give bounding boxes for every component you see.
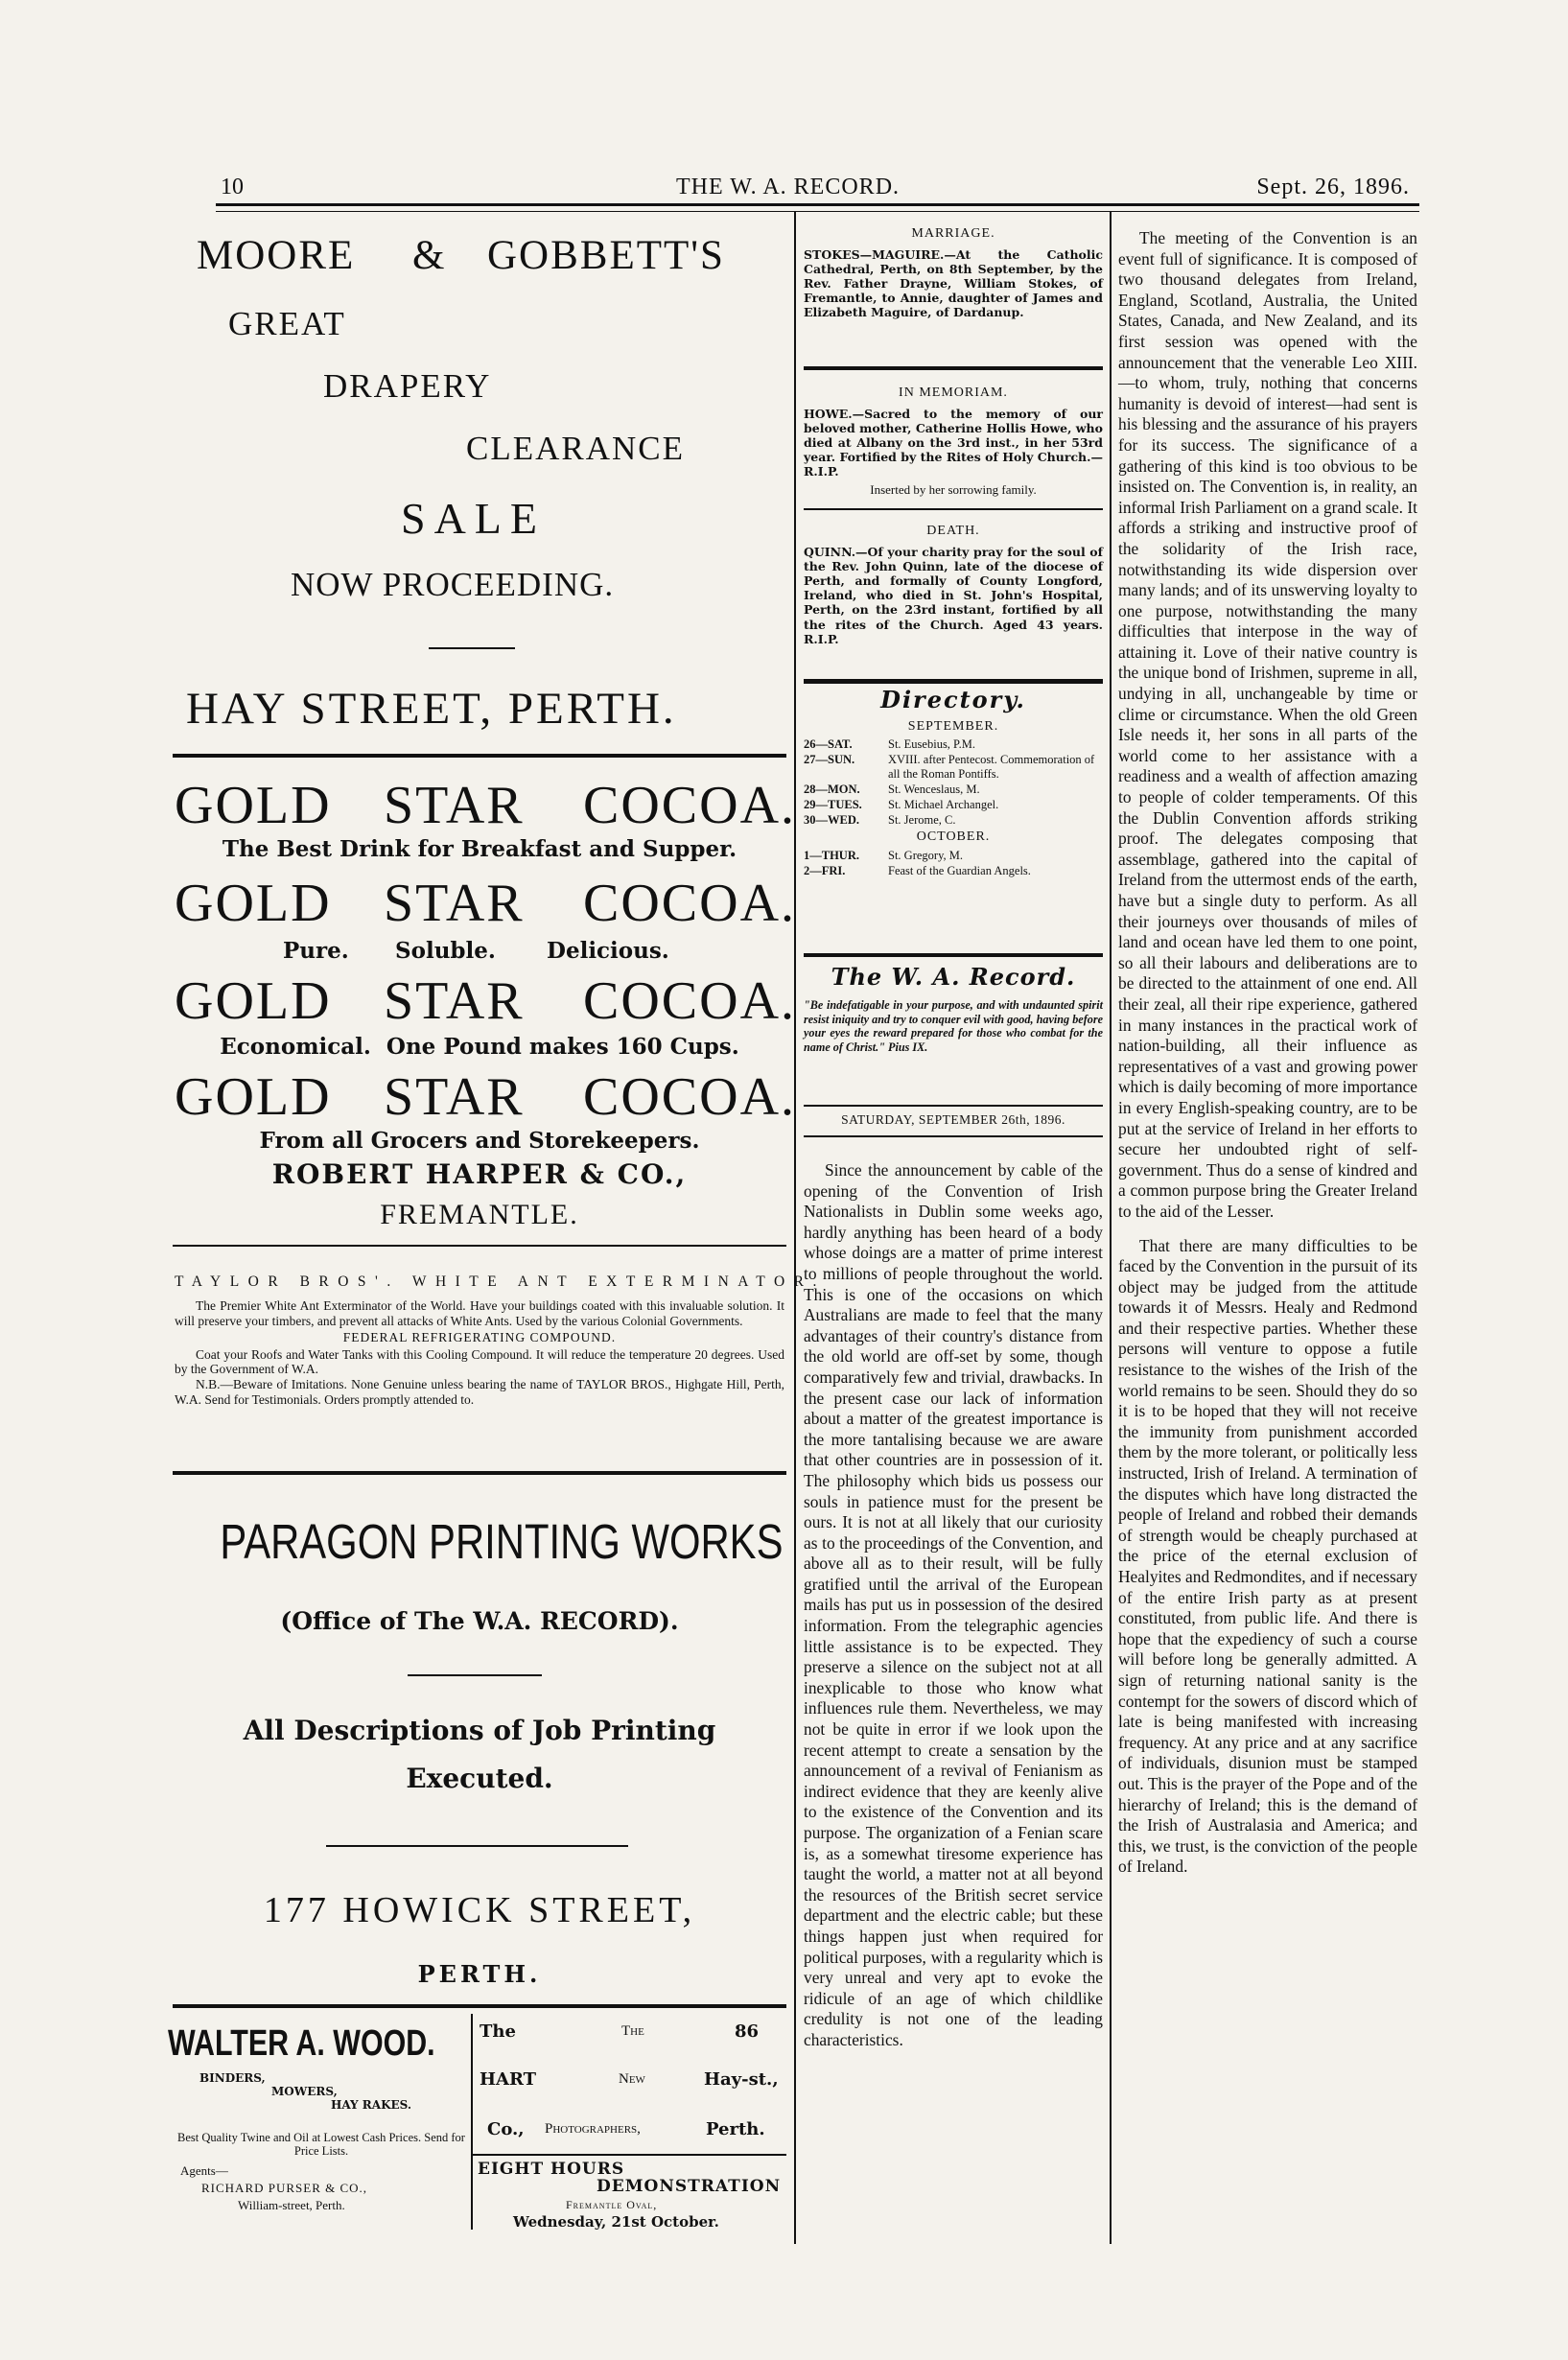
directory-entry-text: XVIII. after Pentecost. Commemoration of all the Roman Pontiffs. <box>888 753 1095 782</box>
notices <box>804 226 1103 320</box>
ad-divider-4 <box>173 2004 786 2008</box>
notice-divider-3 <box>804 679 1103 684</box>
paragon-line-1: All Descriptions of Job Printing <box>243 1715 716 1746</box>
editorial-paragraph-2: The meeting of the Convention is an event full of significance. It is composed of two thousand delegates from Ireland, England, Scotland, Australia, the United States, Canada, and New Zealand, and its first session was opened with the announcement that the venerable Leo XIII.—to whom, truly, nothing that concerns humanity is devoid of interest—had sent is his blessing and the assurance of his prayers for its success. The significance of a gathering of this kind is too obvious to be insisted on. The Convention is, in reality, an informal Irish Parliament on a grand scale. It affords a striking and instructive proof of the solidarity of the Irish race, notwithstanding its wide dispersion over many lands; and of its unswerving loyalty to one purpose, notwithstanding the many difficulties that interpose in the way of attaining it. Love of their native country is the unique bond of Irishmen, supreme in all, undying in all, unchangeable by time or clime or circumstance. When the old Green Isle needs it, her sons in all parts of the world come to her assistance with a readiness and a wealth of affection amazing to people of colder temperaments. Of this the Dublin Convention affords striking proof. The delegates composing that assemblage, gathered into the capital of Ireland from the uttermost ends of the earth, have but a single duty to perform. As all their journeys over thousands of miles of land and ocean have led them to one point, so all their labours and deliberations are to be directed to the attainment of one end. All their zeal, all their ripe experience, gathered in many instances in the practical work of nation-building, all their influence as representatives of a vast and growing power which is daily becoming of more importance in every English-speaking country, are to be put at the service of Ireland in her efforts to secure her undoubted right of self-government. Thus do a sense of kindred and a common purpose bring the Greater Ireland to the aid of the Lesser. <box>1118 228 1417 1221</box>
wood-prices: Best Quality Twine and Oil at Lowest Cash Prices. Send for Price Lists. <box>177 2131 465 2158</box>
directory <box>804 686 1103 879</box>
cocoa-town: FREMANTLE. <box>380 1199 579 1230</box>
cocoa-headline-3-gold: GOLD <box>175 971 332 1031</box>
cocoa-headline-2-gold: GOLD <box>175 874 332 933</box>
directory-entry-text: St. Eusebius, P.M. <box>888 737 975 752</box>
taylor-paragraph-2: Coat your Roofs and Water Tanks with this Cooling Compound. It will reduce the temperature 20 degrees. Used by the Government of W.A. <box>175 1346 784 1377</box>
directory-entry <box>804 798 1103 812</box>
cocoa-sub-4: From all Grocers and Storekeepers. <box>259 1128 700 1154</box>
ad-divider-2 <box>173 1245 786 1247</box>
cocoa-sub-1: The Best Drink for Breakfast and Supper. <box>222 836 737 862</box>
editorial-column-1 <box>804 1160 1103 2059</box>
paragon-town: PERTH. <box>417 1960 542 1988</box>
editorial-paragraph-3: That there are many difficulties to be faced by the Convention in the pursuit of its object may be judged from the attitude towards it of Messrs. Healy and Redmond and their respective parties. Whether these persons will venture to oppose a futile resistance to the wishes of the Irish of the world remains to be seen. Should they do so it is to be hoped that they will not receive the immunity from punishment accorded them by the more tolerant, or politically less instructed, Irish of Ireland. A termination of the disputes which have long distracted the people of Ireland and robbed their demands of strength would be cheaply purchased at the price of the eternal exclusion of Healyites and Redmondites, and if necessary of the entire Irish party as at present constituted, from public life. And there is hope that the expediency of such a course will before long be generally admitted. A sign of returning national sanity is the contempt for the sowers of discord which of late is being manifested with increasing frequency. At any price and at any sacrifice of individuals, disunion must be stamped out. This is the prayer of the Pope and of the hierarchy of Ireland; this is the demand of the Irish of Australasia and America; and this, we trust, is the conviction of the people of Ireland. <box>1118 1235 1417 1877</box>
hart-town: Perth. <box>706 2119 765 2139</box>
masthead <box>804 963 1103 1054</box>
column-divider-right <box>1110 211 1112 2244</box>
memoriam-heading: IN MEMORIAM. <box>899 386 1008 400</box>
masthead-rule-bottom <box>804 1135 1103 1137</box>
cocoa-sub-soluble: Soluble. <box>395 938 496 964</box>
drapery-clearance: CLEARANCE <box>466 430 685 467</box>
directory-list-october <box>804 849 1103 878</box>
taylor-heading: TAYLOR BROS'. WHITE ANT EXTERMINATOR. <box>175 1273 826 1290</box>
marriage-heading: MARRIAGE. <box>911 226 995 241</box>
cocoa-headline-3-star: STAR <box>384 971 525 1031</box>
hart-the-2: The <box>621 2023 644 2039</box>
wood-binders: BINDERS, <box>199 2071 266 2085</box>
page-number: 10 <box>221 175 244 199</box>
directory-entry-text: St. Michael Archangel. <box>888 798 999 812</box>
ad-divider-1 <box>173 754 786 758</box>
page-header <box>216 173 1419 203</box>
wood-hay-rakes: HAY RAKES. <box>331 2098 412 2112</box>
taylor-paragraph-1: The Premier White Ant Exterminator of the World. Have your buildings coated with this invaluable solution. It will preserve your timbers, and prevent all attacks of White Ants. Used by the various Colonial Governments. <box>175 1298 784 1328</box>
paragon-line-2: Executed. <box>406 1763 553 1794</box>
drapery-now-proceeding: NOW PROCEEDING. <box>291 566 615 603</box>
masthead-title: The W. A. Record. <box>831 963 1076 991</box>
directory-entry <box>804 737 1103 752</box>
directory-entry-day: 30—WED. <box>804 813 859 828</box>
directory-list-september <box>804 737 1103 828</box>
eight-hours-date: Wednesday, 21st October. <box>513 2213 719 2231</box>
drapery-address: HAY STREET, PERTH. <box>186 684 677 734</box>
hart-photographers: Photographers, <box>545 2121 641 2137</box>
drapery-firm-part1: MOORE <box>197 233 356 278</box>
eight-hours-line-2: DEMONSTRATION <box>597 2177 782 2196</box>
directory-entry <box>804 753 1103 782</box>
editorial-column-2 <box>1118 228 1417 1885</box>
death-heading: DEATH. <box>926 524 980 538</box>
directory-month-september: SEPTEMBER. <box>907 718 999 734</box>
drapery-sale: SALE <box>401 494 546 543</box>
masthead-rule-top <box>804 1105 1103 1107</box>
marriage-notice: STOKES—MAGUIRE.—At the Catholic Cathedral, Perth, on 8th September, by the Rev. Father Drayne, William Stokes, of Fremantle, to Annie, daughter of James and Elizabeth Maguire, of Dardanup. <box>804 246 1103 320</box>
directory-entry <box>804 813 1103 828</box>
directory-entry-day: 26—SAT. <box>804 737 853 752</box>
eight-hours-line-1: EIGHT HOURS <box>478 2160 625 2179</box>
newspaper-title: THE W. A. RECORD. <box>676 175 901 199</box>
masthead-dateline: SATURDAY, SEPTEMBER 26th, 1896. <box>841 1112 1065 1127</box>
cocoa-sub-delicious: Delicious. <box>547 938 669 964</box>
header-rule <box>216 203 1419 212</box>
issue-date: Sept. 26, 1896. <box>1256 175 1410 199</box>
directory-entry-day: 1—THUR. <box>804 848 859 862</box>
directory-entry-day: 29—TUES. <box>804 798 862 812</box>
death-block <box>804 518 1103 646</box>
paragon-address: 177 HOWICK STREET, <box>263 1890 696 1930</box>
drapery-great: GREAT <box>228 305 346 342</box>
hart-name: HART <box>480 2069 537 2090</box>
cocoa-sub-pure: Pure. <box>283 938 349 964</box>
directory-entry-day: 28—MON. <box>804 783 860 797</box>
drapery-short-rule <box>429 647 515 649</box>
masthead-motto: "Be indefatigable in your purpose, and with undaunted spirit resist iniquity and try to conquer evil with good, having before your eyes the reward prepared for those who combat for the name of Christ." Pius IX. <box>804 998 1103 1054</box>
taylor-subheading: FEDERAL REFRIGERATING COMPOUND. <box>342 1330 617 1345</box>
cocoa-headline-3-cocoa: COCOA. <box>583 971 797 1031</box>
directory-entry-day: 27—SUN. <box>804 753 855 767</box>
cocoa-headline-1-gold: GOLD <box>175 776 332 835</box>
drapery-firm-part2: GOBBETT'S <box>487 233 725 278</box>
paragon-rule-2 <box>326 1845 628 1847</box>
cocoa-headline-2-star: STAR <box>384 874 525 933</box>
taylor-paragraph-3: N.B.—Beware of Imitations. None Genuine unless bearing the name of TAYLOR BROS., Highgate Hill, Perth, W.A. Send for Testimonials. Orders promptly attended to. <box>175 1376 784 1407</box>
wood-agent-address: William-street, Perth. <box>238 2198 345 2212</box>
cocoa-headline-4-star: STAR <box>384 1067 525 1127</box>
cocoa-headline-4-cocoa: COCOA. <box>583 1067 797 1127</box>
directory-entry <box>804 864 1103 878</box>
cocoa-firm: ROBERT HARPER & CO., <box>271 1158 688 1190</box>
memoriam-block <box>804 380 1103 497</box>
notice-divider-2 <box>804 508 1103 510</box>
ad-divider-3 <box>173 1471 786 1475</box>
directory-entry-day: 2—FRI. <box>804 863 846 877</box>
wood-agents-label: Agents— <box>180 2163 228 2178</box>
hart-number: 86 <box>735 2021 760 2042</box>
eight-hours-venue: Fremantle Oval, <box>566 2198 658 2211</box>
directory-title: Directory. <box>880 686 1026 713</box>
memoriam-inserted-by: Inserted by her sorrowing family. <box>870 481 1037 497</box>
directory-entry <box>804 783 1103 797</box>
directory-month-october: OCTOBER. <box>916 830 991 845</box>
directory-entry-text: St. Gregory, M. <box>888 848 964 862</box>
notice-divider-4 <box>804 953 1103 957</box>
directory-entry <box>804 849 1103 863</box>
directory-entry-text: Feast of the Guardian Angels. <box>888 863 1031 877</box>
wood-name: WALTER A. WOOD. <box>168 2023 435 2064</box>
drapery-ampersand: & <box>412 233 445 278</box>
hart-the-1: The <box>480 2021 516 2042</box>
hart-new: New <box>619 2071 645 2087</box>
paragon-subtitle: (Office of The W.A. RECORD). <box>280 1607 679 1635</box>
cocoa-headline-1-cocoa: COCOA. <box>583 776 797 835</box>
editorial-paragraph-1: Since the announcement by cable of the opening of the Convention of Irish Nationalists in Dublin some weeks ago, hardly anything has been heard of a body whose doings are a matter of prime interest to millions of people throughout the world. This is one of the occasions on which Australians are made to feel that the many advantages of their country's distance from the old world are off-set by some, though comparatively few and trivial, drawbacks. In the present case our lack of information about a matter of the greatest importance is the more tantalising because we are aware that other countries are in possession of it. The philosophy which bids us possess our souls in patience must for the present be ours. It is not at all likely that our curiosity as to the proceedings of the Convention, and above all as to their result, will be fully gratified until the arrival of the European mails has put us in possession of the desired information. From the telegraphic agencies little assistance is to be expected. They preserve a silence on the subject not at all inexplicable to those who know what influences rule them. Nevertheless, we may not be quite in error if we look upon the recent attempt to create a sensation by the announcement of a revival of Fenianism as indirect evidence that they are keenly alive to the existence of the Convention and its purpose. The organization of a Fenian scare is, as a somewhat tiresome experience has taught the world, a matter not at all beyond the resources of the British secret service department and the electric cable; but these things happen just when required for political purposes, with a regularity which is very unreal and very apt to evoke the ridicule of an age of which childlike credulity is not one of the leading characteristics. <box>804 1160 1103 2049</box>
death-notice: QUINN.—Of your charity pray for the soul of the Rev. John Quinn, late of the diocese of Perth, and formally of County Longford, Ireland, who died in St. John's Hospital, Perth, on the 23rd instant, fortified by all the rites of the Church. Aged 43 years. R.I.P. <box>804 544 1103 646</box>
paragon-rule-1 <box>408 1674 542 1676</box>
wood-mowers: MOWERS, <box>271 2085 338 2098</box>
drapery-drapery: DRAPERY <box>323 367 492 405</box>
directory-entry-text: St. Wenceslaus, M. <box>888 783 980 797</box>
wood-agent-name: RICHARD PURSER & CO., <box>201 2181 368 2195</box>
hart-co: Co., <box>487 2119 525 2139</box>
notice-divider-1 <box>804 366 1103 370</box>
directory-entry-text: St. Jerome, C. <box>888 813 956 828</box>
ad-column-divider <box>471 2014 473 2230</box>
memoriam-notice: HOWE.—Sacred to the memory of our beloved mother, Catherine Hollis Howe, who died at Albany on the 3rd inst., in her 53rd year. Fortified by the Rites of Holy Church.—R.I.P. <box>804 406 1103 479</box>
cocoa-headline-1-star: STAR <box>384 776 525 835</box>
paragon-title: PARAGON PRINTING WORKS <box>220 1514 784 1569</box>
cocoa-headline-2-cocoa: COCOA. <box>583 874 797 933</box>
hart-rule <box>472 2154 786 2156</box>
column-divider-left <box>794 211 796 2244</box>
taylor-body <box>175 1298 784 1407</box>
cocoa-sub-3: Economical. One Pound makes 160 Cups. <box>220 1034 739 1060</box>
cocoa-headline-4-gold: GOLD <box>175 1067 332 1127</box>
hart-street: Hay-st., <box>704 2069 779 2090</box>
